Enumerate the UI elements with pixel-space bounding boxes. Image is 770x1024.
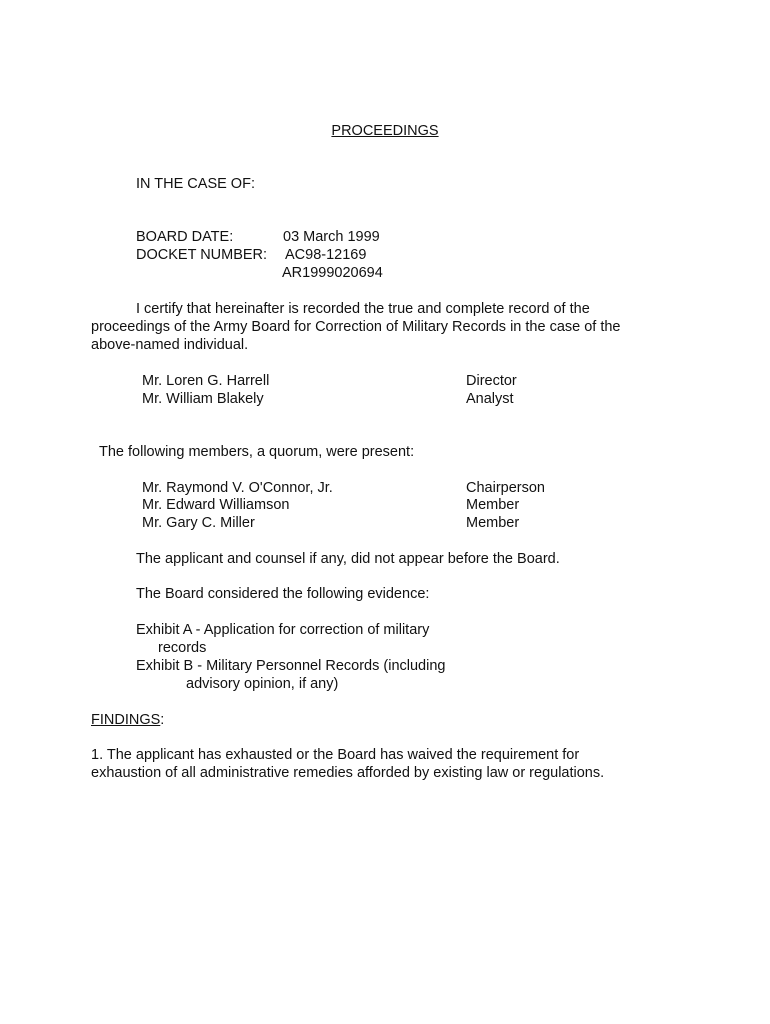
docket-number-value: AC98-12169 [285,247,367,263]
member-role: Member [466,515,520,531]
staff-name: Mr. Loren G. Harrell [142,373,270,389]
member-name: Mr. Gary C. Miller [142,515,255,531]
certify-line-3: above-named individual. [91,337,249,353]
member-name: Mr. Edward Williamson [142,497,290,513]
staff-role: Analyst [466,391,514,407]
board-date-label: BOARD DATE: [136,229,234,245]
document-title: PROCEEDINGS [331,123,439,139]
finding-1-line-2: exhaustion of all administrative remedies afforded by existing law or regulations. [91,765,605,781]
exhibit-b-continued: advisory opinion, if any) [186,676,339,692]
findings-heading-text: FINDINGS [91,712,161,728]
docket-number-label: DOCKET NUMBER: [136,247,268,263]
exhibit-a-continued: records [158,640,207,656]
member-role: Member [466,497,520,513]
member-name: Mr. Raymond V. O'Connor, Jr. [142,480,333,496]
docket-number-value-secondary: AR1999020694 [282,265,383,281]
evidence-intro: The Board considered the following evidence: [136,586,430,602]
certify-line-2: proceedings of the Army Board for Correction of Military Records in the case of the [91,319,621,335]
exhibit-a: Exhibit A - Application for correction of military [136,622,430,638]
finding-1-line-1: 1. The applicant has exhausted or the Board has waived the requirement for [91,747,580,763]
staff-role: Director [466,373,517,389]
appearance-text: The applicant and counsel if any, did not appear before the Board. [136,551,560,567]
staff-name: Mr. William Blakely [142,391,264,407]
case-of-label: IN THE CASE OF: [136,176,255,192]
board-date-value: 03 March 1999 [283,229,380,245]
certify-line-1: I certify that hereinafter is recorded the true and complete record of the [136,301,590,317]
quorum-text: The following members, a quorum, were present: [99,444,415,460]
member-role: Chairperson [466,480,545,496]
exhibit-b: Exhibit B - Military Personnel Records (including [136,658,446,674]
findings-heading [91,711,164,729]
findings-colon: : [160,712,165,728]
